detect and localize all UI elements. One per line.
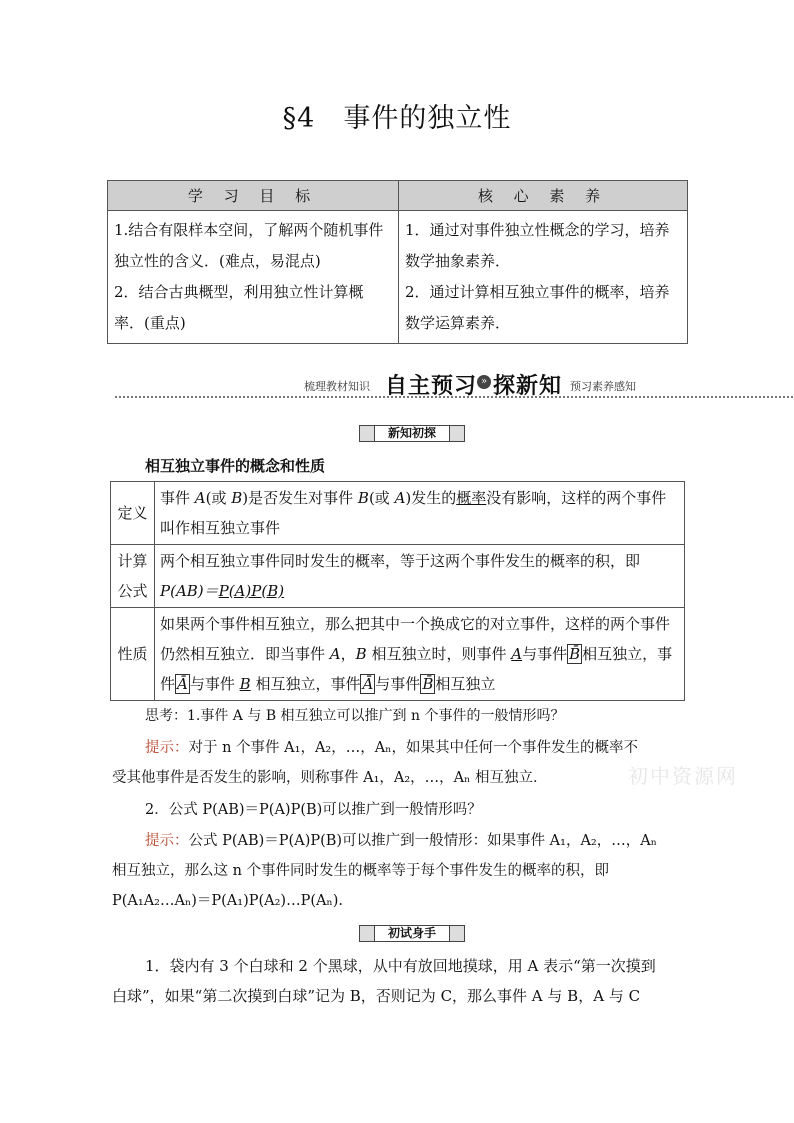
- banner-left-caption: 梳理教材知识: [304, 380, 370, 393]
- section-banner: [115, 369, 793, 399]
- goal-item: 1.结合有限样本空间，了解两个随机事件独立性的含义．(难点，易混点): [114, 221, 384, 270]
- objectives-goals-cell: [108, 211, 399, 344]
- objectives-literacy-cell: [399, 211, 688, 344]
- page-title: §4 事件的独立性: [282, 103, 512, 134]
- exercise-1-line-1: 1．袋内有 3 个白球和 2 个黑球，从中有放回地摸球，用 A 表示“第一次摸到: [145, 957, 656, 975]
- banner-right-caption: 预习素养感知: [570, 380, 636, 393]
- property-text: 如果两个事件相互独立，那么把其中一个换成它的对立事件，这样的两个事件仍然相互独立．即当事件 A，B 相互独立时，则事件 A与事件 B̄ 相互独立，事件 Ā 与事件 B 相互独立，事件 Ā 与事件 B̄ 相互独立: [155, 608, 685, 701]
- think-question-1: 思考：1.事件 A 与 B 相互独立可以推广到 n 个事件的一般情形吗？: [145, 708, 565, 724]
- formula-label: 计算公式: [111, 545, 155, 608]
- banner-title-1: 自主预习: [385, 374, 478, 399]
- banner-divider: [115, 396, 793, 398]
- exercise-1-line-2: 白球”，如果“第二次摸到白球”记为 B，否则记为 C，那么事件 A 与 B，A 与 C: [112, 987, 641, 1005]
- literacy-item: 1．通过对事件独立性概念的学习，培养数学抽象素养．: [405, 221, 670, 270]
- tag-new-knowledge: 新知初探: [359, 425, 465, 442]
- literacy-item: 2．通过计算相互独立事件的概率，培养数学运算素养．: [405, 283, 670, 332]
- definition-label: 定义: [111, 482, 155, 545]
- section-heading: 相互独立事件的概念和性质: [145, 457, 326, 475]
- tag-first-try: 初试身手: [359, 925, 465, 942]
- goal-item: 2．结合古典概型，利用独立性计算概率．(重点): [114, 283, 364, 332]
- concept-table: [110, 481, 685, 701]
- hint-2-line-1: 提示：公式 P(AB)＝P(A)P(B)可以推广到一般情形：如果事件 A₁，A₂，…，Aₙ: [145, 833, 657, 849]
- hint-1-line-1: 提示：对于 n 个事件 A₁，A₂，…，Aₙ，如果其中任何一个事件发生的概率不: [145, 740, 638, 756]
- objectives-header-goals: 学 习 目 标: [108, 181, 399, 211]
- objectives-header-literacy: 核 心 素 养: [399, 181, 688, 211]
- objectives-table: [107, 180, 688, 344]
- definition-text: 事件 A(或 B)是否发生对事件 B(或 A)发生的概率没有影响，这样的两个事件叫作相互独立事件: [155, 482, 685, 545]
- think-question-2: 2．公式 P(AB)＝P(A)P(B)可以推广到一般情形吗？: [145, 802, 482, 818]
- watermark: 初中资源网: [628, 764, 738, 788]
- hint-2-line-3: P(A₁A₂…Aₙ)＝P(A₁)P(A₂)…P(Aₙ).: [112, 893, 344, 909]
- hint-1-line-2: 受其他事件是否发生的影响，则称事件 A₁，A₂，…，Aₙ 相互独立．: [112, 770, 548, 786]
- property-label: 性质: [111, 608, 155, 701]
- hint-2-line-2: 相互独立，那么这 n 个事件同时发生的概率等于每个事件发生的概率的积，即: [112, 863, 610, 879]
- banner-title-2: 探新知: [493, 374, 563, 399]
- double-arrow-icon: »: [477, 375, 491, 389]
- formula-text: 两个相互独立事件同时发生的概率，等于这两个事件发生的概率的积，即 P(AB)＝P(A)P(B): [155, 545, 685, 608]
